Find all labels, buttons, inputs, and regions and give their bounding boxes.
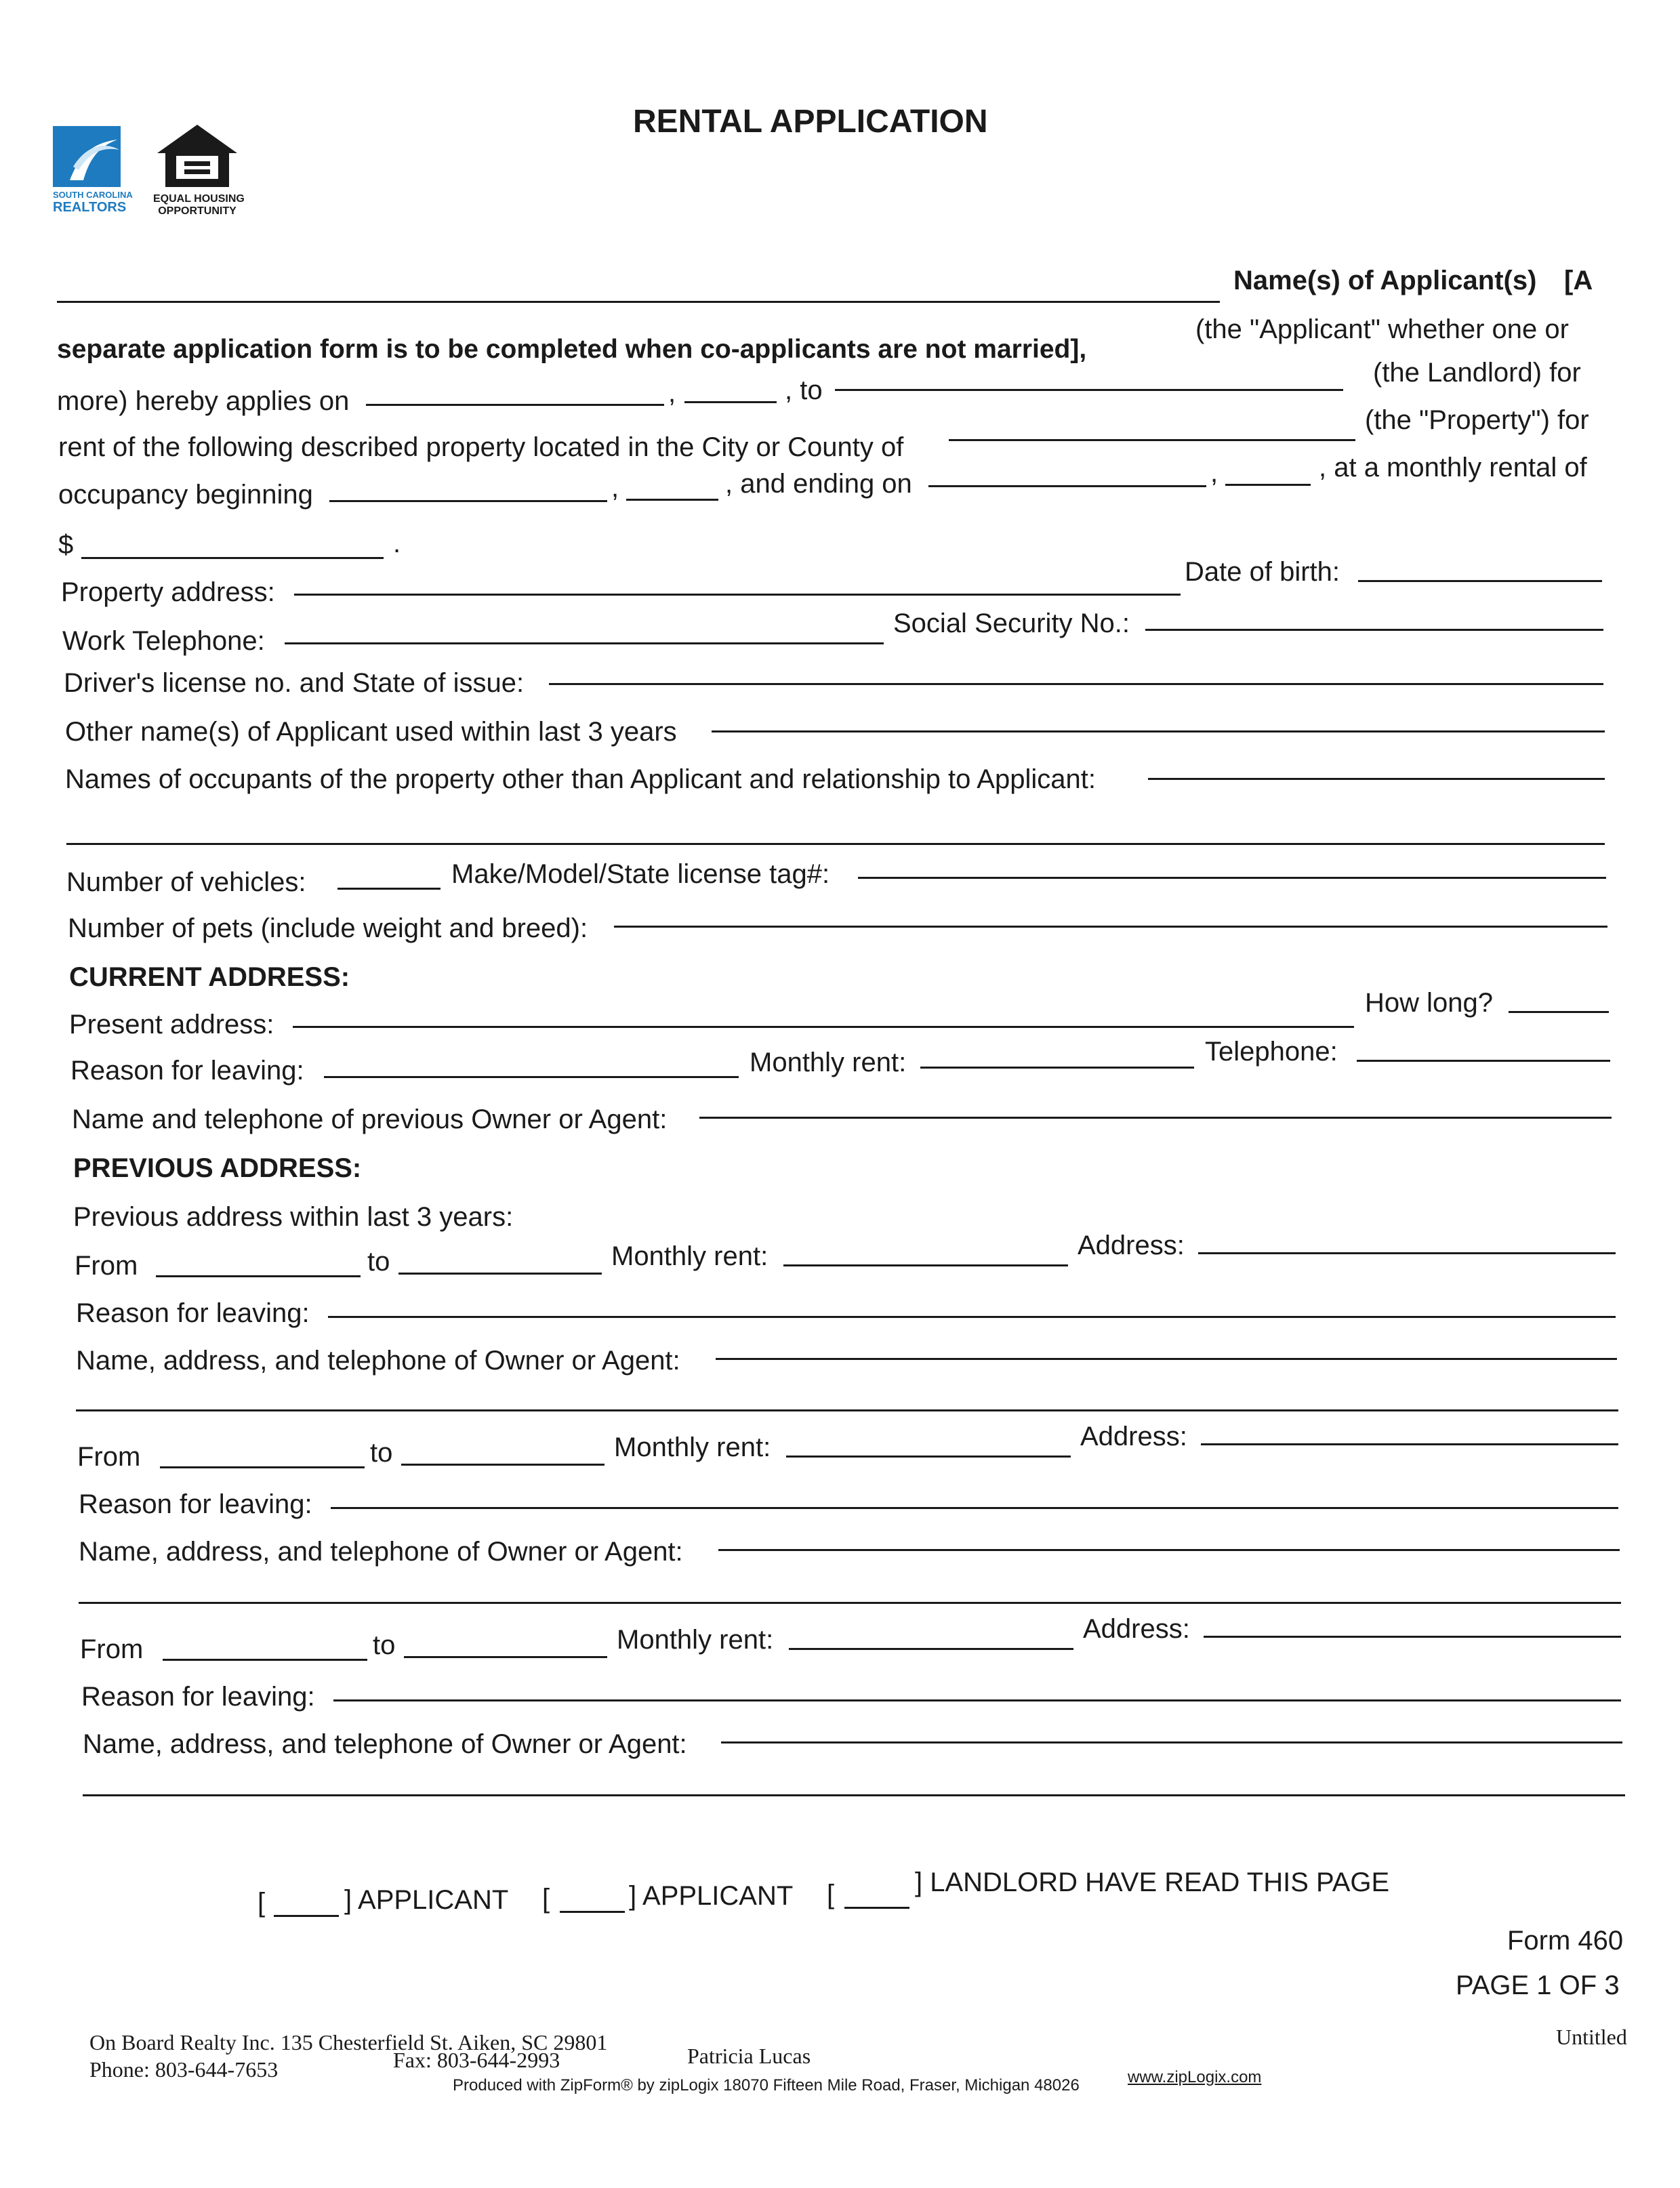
applicant1-initials-label: ] APPLICANT [344, 1885, 509, 1915]
occupancy-start-field[interactable] [329, 468, 607, 502]
property-address-label: Property address: [61, 577, 275, 607]
prev3-owner-field[interactable] [721, 1709, 1622, 1743]
prev2-address-field[interactable] [1201, 1411, 1618, 1445]
current-address-heading: CURRENT ADDRESS: [69, 962, 350, 992]
initials-bracket-3: [ [827, 1880, 835, 1910]
current-telephone-field[interactable] [1357, 1027, 1610, 1062]
previous-owner-field[interactable] [699, 1084, 1612, 1119]
footer-company: On Board Realty Inc. 135 Chesterfield St. Aiken, SC 29801 [89, 2030, 608, 2055]
num-pets-field[interactable] [614, 893, 1607, 928]
applicant2-initials-field[interactable] [560, 1878, 625, 1913]
prev2-address-label: Address: [1080, 1422, 1187, 1451]
realtors-logo [53, 126, 133, 221]
prev1-owner-field-line2[interactable] [76, 1377, 1618, 1411]
prev3-to-field[interactable] [404, 1624, 607, 1658]
date-of-birth-label: Date of birth: [1185, 557, 1340, 587]
city-county-field[interactable] [949, 407, 1355, 441]
occupancy-end-year-field[interactable] [1225, 451, 1311, 486]
footer-website[interactable]: www.zipLogix.com [1128, 2068, 1262, 2086]
prev1-to-label: to [367, 1247, 390, 1277]
prev1-monthly-rent-label: Monthly rent: [611, 1241, 769, 1271]
current-reason-leaving-field[interactable] [324, 1044, 739, 1078]
current-monthly-rent-label: Monthly rent: [750, 1048, 907, 1077]
prev2-reason-label: Reason for leaving: [79, 1489, 312, 1519]
current-monthly-rent-field[interactable] [920, 1034, 1194, 1069]
intro-line5-ending: , and ending on [725, 469, 912, 499]
intro-line3-end: (the Landlord) for [1373, 358, 1581, 388]
prev1-reason-field[interactable] [328, 1283, 1616, 1318]
intro-line3-to: , to [785, 375, 823, 405]
num-vehicles-label: Number of vehicles: [66, 867, 306, 897]
equal-housing-line2: OPPORTUNITY [158, 205, 237, 217]
num-pets-label: Number of pets (include weight and breed): [68, 913, 588, 943]
intro-line5-end: , at a monthly rental of [1319, 453, 1587, 482]
prev1-from-label: From [75, 1251, 138, 1281]
intro-line2-rest: (the "Applicant" whether one or [1195, 314, 1569, 344]
applicant2-initials-label: ] APPLICANT [629, 1881, 794, 1911]
equal-housing-icon [153, 122, 241, 190]
present-address-field[interactable] [293, 993, 1354, 1028]
work-telephone-field[interactable] [285, 610, 884, 644]
how-long-field[interactable] [1509, 978, 1609, 1013]
prev2-reason-field[interactable] [331, 1474, 1618, 1509]
page-title: RENTAL APPLICATION [633, 104, 988, 140]
property-address-field[interactable] [294, 561, 1181, 596]
prev1-from-field[interactable] [156, 1243, 361, 1277]
equal-housing-logo [153, 122, 248, 224]
prev3-from-field[interactable] [163, 1626, 367, 1661]
prev2-to-field[interactable] [401, 1431, 605, 1466]
previous-owner-label: Name and telephone of previous Owner or Agent: [72, 1105, 668, 1134]
occupancy-end-field[interactable] [928, 453, 1206, 487]
occupancy-start-year-field[interactable] [626, 466, 718, 501]
prev1-owner-field[interactable] [716, 1325, 1617, 1360]
make-model-field[interactable] [858, 844, 1606, 879]
intro-line3-text: more) hereby applies on [57, 386, 350, 416]
num-vehicles-field[interactable] [337, 855, 441, 890]
prev2-monthly-rent-label: Monthly rent: [614, 1432, 771, 1462]
prev3-reason-label: Reason for leaving: [81, 1682, 315, 1712]
ssn-label: Social Security No.: [893, 608, 1130, 638]
occupants-field-line2[interactable] [66, 810, 1605, 845]
how-long-label: How long? [1365, 988, 1494, 1018]
apply-year-field[interactable] [684, 369, 777, 403]
rental-period: . [393, 529, 401, 558]
prev2-owner-label: Name, address, and telephone of Owner or Agent: [79, 1537, 683, 1567]
prev3-monthly-rent-label: Monthly rent: [617, 1625, 774, 1655]
ssn-field[interactable] [1145, 596, 1603, 631]
prev2-monthly-rent-field[interactable] [786, 1423, 1071, 1458]
intro-line5-comma1: , [611, 473, 619, 503]
previous-address-subheading: Previous address within last 3 years: [73, 1202, 514, 1232]
prev1-monthly-rent-field[interactable] [783, 1232, 1068, 1266]
previous-address-heading: PREVIOUS ADDRESS: [73, 1153, 362, 1183]
footer-phone: Phone: 803-644-7653 [89, 2057, 279, 2082]
landlord-initials-field[interactable] [844, 1874, 909, 1909]
occupants-label: Names of occupants of the property other than Applicant and relationship to Applicant: [65, 764, 1096, 794]
prev2-from-label: From [77, 1442, 141, 1472]
current-telephone-label: Telephone: [1205, 1037, 1338, 1067]
initials-bracket-2: [ [542, 1884, 550, 1914]
document-name: Untitled [1556, 2025, 1627, 2049]
prev2-owner-field-line2[interactable] [79, 1569, 1621, 1604]
apply-date-field[interactable] [366, 371, 664, 406]
dollar-sign: $ [58, 530, 74, 560]
footer-agent: Patricia Lucas [687, 2044, 811, 2068]
initials-bracket-1: [ [258, 1888, 266, 1918]
page-number: PAGE 1 OF 3 [1456, 1970, 1620, 2000]
prev1-to-field[interactable] [398, 1240, 602, 1275]
intro-line2-bold: separate application form is to be completed when co-applicants are not married], [57, 335, 1087, 364]
prev3-address-label: Address: [1083, 1614, 1190, 1644]
present-address-label: Present address: [69, 1010, 274, 1039]
applicant-names-field[interactable] [57, 268, 1220, 303]
realtors-palmetto-icon [53, 126, 121, 187]
intro-line5-comma2: , [1210, 458, 1218, 488]
make-model-label: Make/Model/State license tag#: [451, 859, 830, 889]
prev3-address-field[interactable] [1204, 1603, 1621, 1638]
applicant1-initials-field[interactable] [274, 1882, 339, 1917]
monthly-rental-field[interactable] [81, 524, 384, 559]
prev3-monthly-rent-field[interactable] [789, 1615, 1073, 1650]
footer-fax: Fax: 803-644-2993 [393, 2048, 560, 2072]
occupants-field[interactable] [1148, 745, 1605, 780]
prev1-address-field[interactable] [1198, 1220, 1616, 1254]
intro-line4-end: (the "Property") for [1365, 405, 1589, 435]
footer-produced: Produced with ZipForm® by zipLogix 18070 Fifteen Mile Road, Fraser, Michigan 48026 [453, 2076, 1080, 2094]
realtors-logo-line2: REALTORS [53, 200, 127, 215]
prev3-from-label: From [80, 1634, 144, 1664]
prev1-reason-label: Reason for leaving: [76, 1298, 310, 1328]
prev2-owner-field[interactable] [718, 1516, 1620, 1551]
landlord-name-field[interactable] [835, 356, 1343, 391]
date-of-birth-field[interactable] [1358, 548, 1602, 582]
prev3-owner-label: Name, address, and telephone of Owner or Agent: [83, 1729, 687, 1759]
names-of-applicants-label: Name(s) of Applicant(s) [1233, 266, 1537, 295]
landlord-initials-label: ] LANDLORD HAVE READ THIS PAGE [915, 1867, 1390, 1897]
other-names-label: Other name(s) of Applicant used within last 3 years [65, 717, 677, 747]
other-names-field[interactable] [712, 698, 1605, 732]
equal-housing-line1: EQUAL HOUSING [153, 193, 245, 205]
drivers-license-label: Driver's license no. and State of issue: [64, 668, 525, 698]
prev3-owner-field-line2[interactable] [83, 1762, 1625, 1796]
intro-line1-end: [A [1564, 266, 1593, 295]
work-telephone-label: Work Telephone: [62, 626, 265, 656]
current-reason-leaving-label: Reason for leaving: [70, 1056, 304, 1086]
intro-line3-comma: , [668, 378, 676, 408]
prev2-from-field[interactable] [160, 1434, 365, 1468]
form-number: Form 460 [1507, 1926, 1624, 1956]
prev2-to-label: to [370, 1438, 393, 1468]
intro-line4-text: rent of the following described property located in the City or County of [58, 432, 904, 462]
prev3-reason-field[interactable] [333, 1667, 1621, 1701]
intro-line5-text: occupancy beginning [58, 480, 313, 510]
realtors-logo-line1: SOUTH CAROLINA [53, 190, 133, 200]
prev1-owner-label: Name, address, and telephone of Owner or Agent: [76, 1346, 680, 1376]
prev3-to-label: to [373, 1630, 396, 1660]
drivers-license-field[interactable] [549, 651, 1603, 685]
prev1-address-label: Address: [1078, 1231, 1185, 1260]
